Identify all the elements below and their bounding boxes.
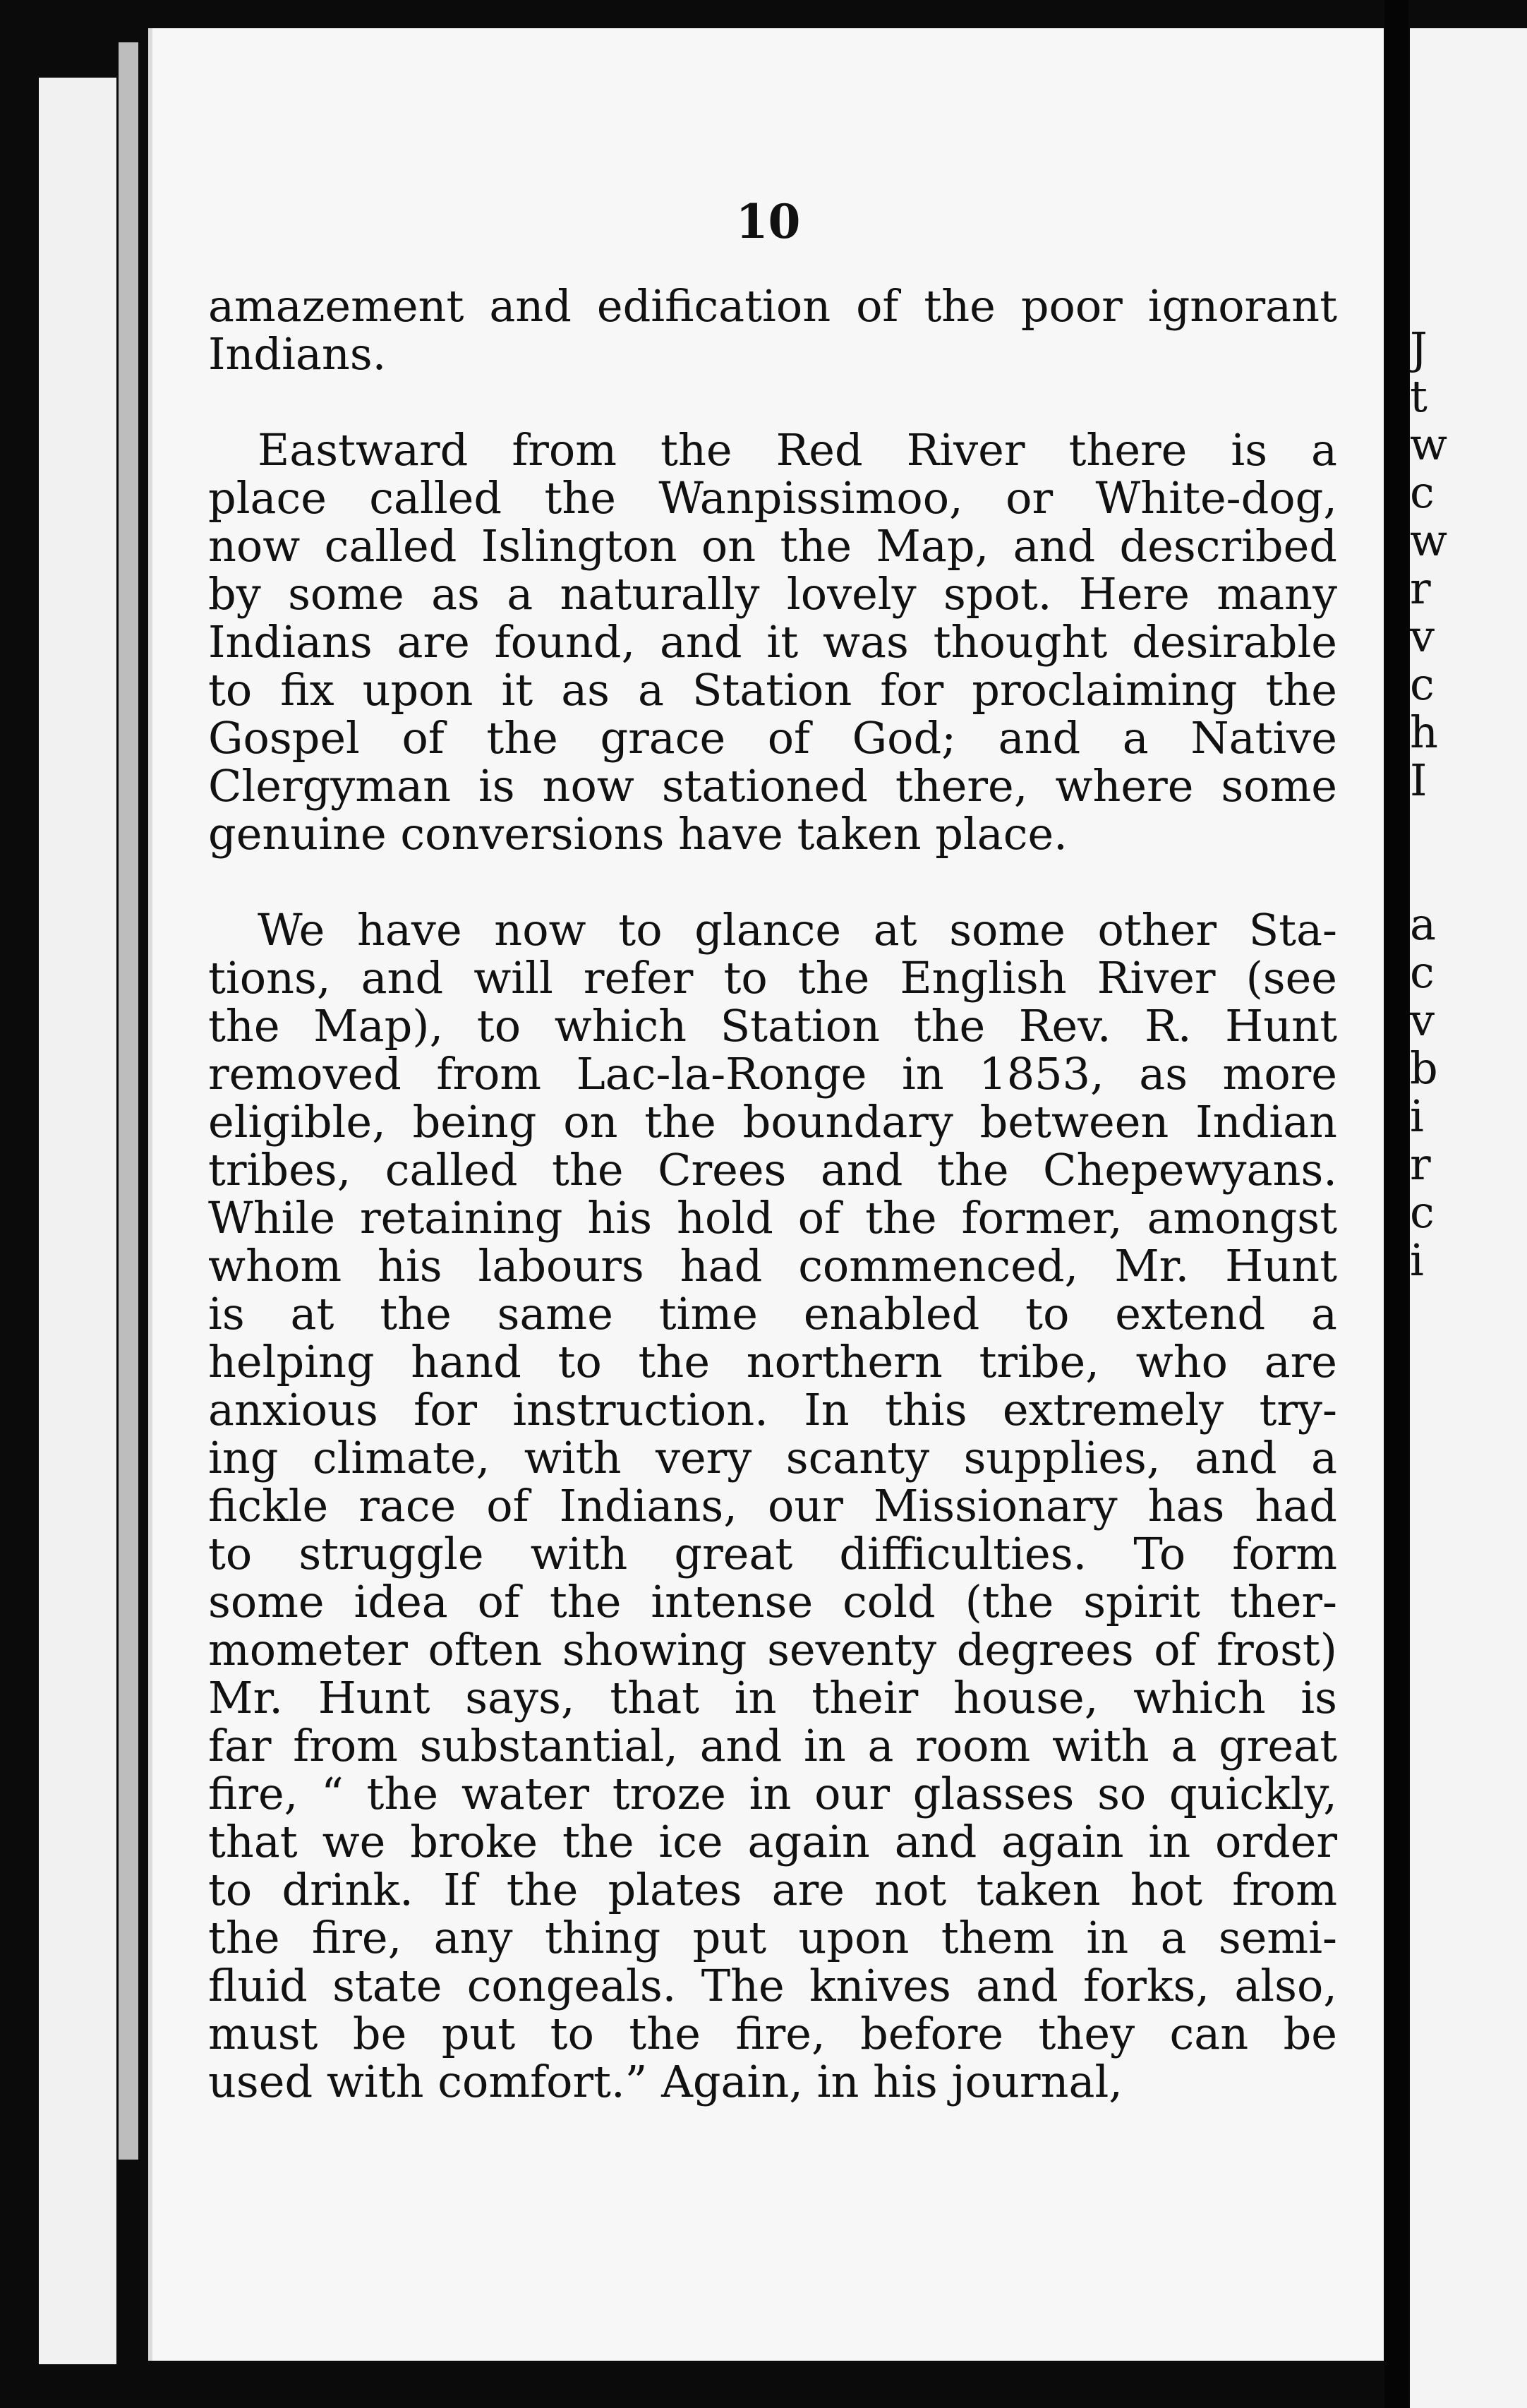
adjacent-page-fragment: c [1410,1186,1435,1238]
adjacent-page-fragment: c [1410,466,1435,518]
text-line: the Map), to which Station the Rev. R. Hunt [208,1000,1337,1052]
adjacent-page-fragment: v [1410,610,1435,662]
paragraph-gap [208,378,1337,426]
adjacent-page-fragment: i [1410,1090,1424,1142]
text-line: amazement and edification of the poor ignorant [208,280,1337,332]
adjacent-page-fragment: I [1410,754,1428,806]
text-line: Indians are found, and it was thought desirable [208,616,1337,668]
text-line: used with comfort.” Again, in his journal, [208,2056,1123,2107]
adjacent-page-fragment: J [1410,323,1428,374]
adjacent-page-fragment: w [1410,514,1448,566]
paragraph [208,282,1337,378]
text-line: mometer often showing seventy degrees of frost) [208,1624,1337,1675]
adjacent-page-fragment: r [1410,562,1431,614]
text-line: whom his labours had commenced, Mr. Hunt [208,1240,1337,1292]
adjacent-page-edge [1410,28,1527,2408]
text-line: helping hand to the northern tribe, who are [208,1336,1337,1387]
text-line: tions, and will refer to the English River (see [208,952,1337,1004]
text-line: genuine conversions have taken place. [208,808,1068,860]
adjacent-page-fragment: b [1410,1042,1438,1094]
text-line: Clergyman is now stationed there, where some [208,760,1337,812]
adjacent-page-fragment: v [1410,994,1435,1046]
adjacent-page-fragment: w [1410,419,1448,470]
adjacent-page-fragment [1410,805,1447,853]
text-line: to drink. If the plates are not taken hot from [208,1864,1337,1915]
text-line: eligible, being on the boundary between Indian [208,1096,1337,1148]
text-line: ing climate, with very scanty supplies, and a [208,1432,1337,1483]
adjacent-page-fragment [1410,853,1447,901]
text-line: While retaining his hold of the former, amongst [208,1192,1337,1244]
text-line: Gospel of the grace of God; and a Native [208,712,1337,764]
adjacent-page-fragment: r [1410,1138,1431,1190]
text-line: fluid state congeals. The knives and forks, also, [208,1960,1337,2011]
text-line: to struggle with great difficulties. To form [208,1528,1337,1579]
adjacent-page-fragment: h [1410,706,1438,758]
text-line: that we broke the ice again and again in order [208,1816,1337,1867]
text-line: now called Islington on the Map, and described [208,520,1337,572]
adjacent-page-fragment [1410,1380,1447,1428]
page-number: 10 [735,194,801,249]
adjacent-page-fragment [1410,1332,1447,1380]
text-line: place called the Wanpissimoo, or White-dog, [208,472,1337,524]
text-line: Mr. Hunt says, that in their house, which is [208,1672,1337,1723]
paragraph-gap [208,858,1337,906]
adjacent-page-fragment: c [1410,658,1435,710]
adjacent-page-fragment: t [1410,371,1428,422]
text-line: We have now to glance at some other Sta- [258,904,1337,956]
paragraph [208,426,1337,858]
text-line: Eastward from the Red River there is a [258,424,1337,476]
text-line: must be put to the fire, before they can be [208,2008,1337,2059]
book-gutter [1384,0,1408,2408]
text-line: fickle race of Indians, our Missionary has had [208,1480,1337,1531]
adjacent-page-fragment: a [1410,898,1436,950]
text-line: Indians. [208,328,387,380]
text-line: anxious for instruction. In this extremely try- [208,1384,1337,1435]
text-line: to fix upon it as a Station for proclaiming the [208,664,1337,716]
text-line: fire, “ the water troze in our glasses so quickly, [208,1768,1337,1819]
text-line: is at the same time enabled to extend a [208,1288,1337,1340]
adjacent-page-fragment [1410,1284,1447,1332]
adjacent-page-fragment: c [1410,946,1435,998]
adjacent-page-text [1410,325,1447,1428]
adjacent-page-fragment: i [1410,1234,1424,1286]
left-margin-strip [39,78,116,2364]
text-line: far from substantial, and in a room with a great [208,1720,1337,1771]
text-line: some idea of the intense cold (the spirit ther- [208,1576,1337,1627]
paragraph [208,906,1337,2106]
text-line: by some as a naturally lovely spot. Here many [208,568,1337,620]
text-line: removed from Lac-la-Ronge in 1853, as more [208,1048,1337,1100]
text-line: tribes, called the Crees and the Chepewyans. [208,1144,1337,1196]
body-text [208,282,1337,2106]
left-page-edge [119,42,138,2160]
text-line: the fire, any thing put upon them in a semi- [208,1912,1337,1963]
